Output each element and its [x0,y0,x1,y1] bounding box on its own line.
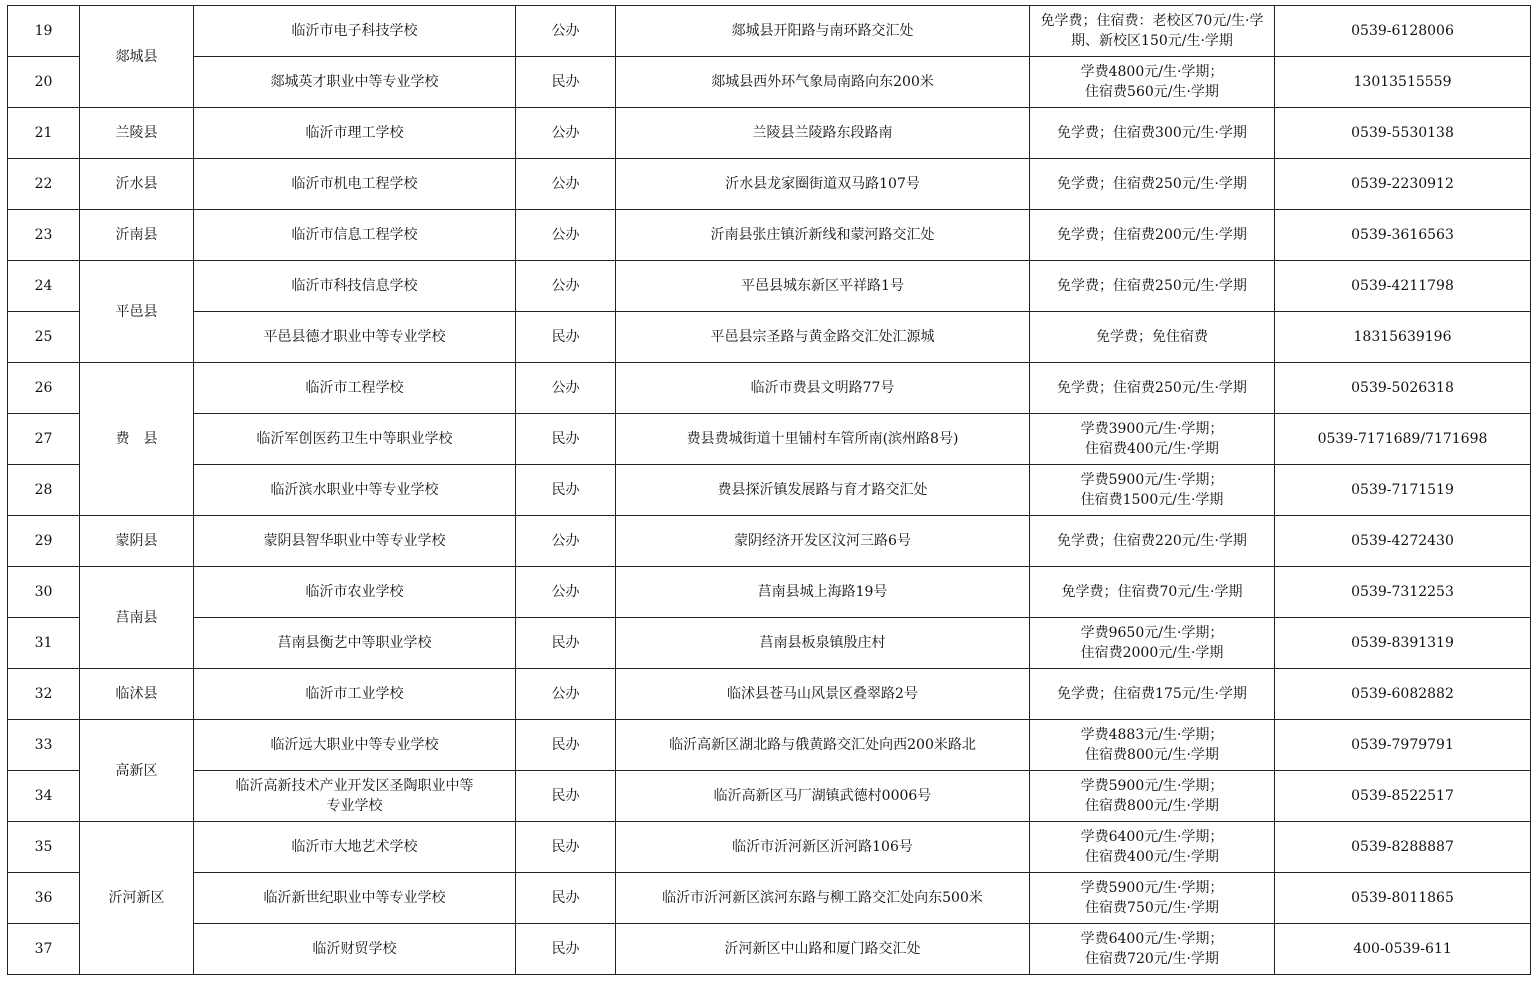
school-name-line: 蒙阴县智华职业中等专业学校 [263,533,446,549]
phone-cell: 400-0539-611 [1275,924,1531,975]
address-cell: 临沭县苍马山风景区叠翠路2号 [616,669,1030,720]
row-number-cell: 25 [8,312,80,363]
school-type-cell: 公办 [516,669,616,720]
county-cell: 蒙阴县 [80,516,194,567]
school-type-cell: 民办 [516,465,616,516]
county-cell: 兰陵县 [80,108,194,159]
fee-cell [1030,210,1275,261]
table-row [8,465,1531,516]
school-name-cell [194,363,516,414]
row-number-cell: 20 [8,57,80,108]
fee-cell [1030,567,1275,618]
row-number-cell: 30 [8,567,80,618]
phone-cell: 0539-8011865 [1275,873,1531,924]
school-name-line: 临沂市大地艺术学校 [291,839,418,855]
row-number-cell: 23 [8,210,80,261]
school-name-line: 临沂财贸学校 [312,941,397,957]
fee-line: 住宿费720元/生·学期 [1085,951,1219,967]
school-name-line: 专业学校 [326,798,383,814]
table-row [8,6,1531,57]
table-row [8,567,1531,618]
fee-line: 住宿费1500元/生·学期 [1080,492,1224,508]
school-name-cell [194,669,516,720]
phone-cell: 13013515559 [1275,57,1531,108]
phone-cell: 0539-8288887 [1275,822,1531,873]
fee-cell [1030,924,1275,975]
county-cell: 莒南县 [80,567,194,669]
school-name-line: 临沂市电子科技学校 [291,23,418,39]
fee-cell [1030,771,1275,822]
fee-line: 住宿费800元/生·学期 [1085,798,1219,814]
table-row [8,771,1531,822]
school-name-cell [194,159,516,210]
table-row [8,669,1531,720]
fee-cell [1030,312,1275,363]
school-name-line: 临沂高新技术产业开发区圣陶职业中等 [235,778,474,794]
fee-line: 学费6400元/生·学期； [1080,931,1224,947]
address-cell: 临沂高新区湖北路与俄黄路交汇处向西200米路北 [616,720,1030,771]
table-row [8,57,1531,108]
fee-line: 学费9650元/生·学期； [1080,625,1224,641]
table-row [8,924,1531,975]
fee-cell [1030,465,1275,516]
school-name-cell [194,6,516,57]
school-name-cell [194,618,516,669]
address-cell: 费县费城街道十里铺村车管所南(滨州路8号) [616,414,1030,465]
table-row [8,108,1531,159]
fee-line: 住宿费800元/生·学期 [1085,747,1219,763]
phone-cell: 0539-5026318 [1275,363,1531,414]
address-cell: 蒙阴经济开发区汶河三路6号 [616,516,1030,567]
table-row [8,873,1531,924]
row-number-cell: 22 [8,159,80,210]
school-name-line: 临沂市工业学校 [305,686,404,702]
county-cell: 沂河新区 [80,822,194,975]
fee-line: 免学费；住宿费：老校区70元/生·学 [1040,13,1264,29]
phone-cell: 18315639196 [1275,312,1531,363]
row-number-cell: 37 [8,924,80,975]
fee-line: 学费6400元/生·学期； [1080,829,1224,845]
school-type-cell: 公办 [516,210,616,261]
fee-cell [1030,6,1275,57]
fee-line: 免学费；免住宿费 [1096,329,1208,345]
row-number-cell: 34 [8,771,80,822]
table-row [8,261,1531,312]
row-number-cell: 33 [8,720,80,771]
address-cell: 沂南县张庄镇沂新线和蒙河路交汇处 [616,210,1030,261]
phone-cell: 0539-2230912 [1275,159,1531,210]
table-row [8,414,1531,465]
school-type-cell: 公办 [516,363,616,414]
phone-cell: 0539-7979791 [1275,720,1531,771]
row-number-cell: 21 [8,108,80,159]
school-name-line: 临沂市机电工程学校 [291,176,418,192]
fee-line: 免学费；住宿费220元/生·学期 [1057,533,1247,549]
school-name-cell [194,312,516,363]
school-type-cell: 民办 [516,873,616,924]
school-name-cell [194,261,516,312]
fee-line: 学费5900元/生·学期； [1080,472,1224,488]
school-name-line: 临沂滨水职业中等专业学校 [270,482,439,498]
school-type-cell: 民办 [516,57,616,108]
school-name-line: 郯城英才职业中等专业学校 [270,74,439,90]
row-number-cell: 36 [8,873,80,924]
county-cell: 郯城县 [80,6,194,108]
school-name-cell [194,210,516,261]
row-number-cell: 28 [8,465,80,516]
school-table [7,5,1531,975]
school-name-cell [194,516,516,567]
phone-cell: 0539-7171519 [1275,465,1531,516]
county-cell: 沂水县 [80,159,194,210]
phone-cell: 0539-8522517 [1275,771,1531,822]
fee-line: 免学费；住宿费200元/生·学期 [1057,227,1247,243]
fee-line: 免学费；住宿费175元/生·学期 [1057,686,1247,702]
phone-cell: 0539-3616563 [1275,210,1531,261]
phone-cell: 0539-7312253 [1275,567,1531,618]
school-type-cell: 民办 [516,924,616,975]
fee-line: 住宿费400元/生·学期 [1085,441,1219,457]
fee-cell [1030,516,1275,567]
school-name-line: 临沂新世纪职业中等专业学校 [263,890,446,906]
school-type-cell: 民办 [516,618,616,669]
row-number-cell: 32 [8,669,80,720]
school-name-cell [194,822,516,873]
fee-cell [1030,873,1275,924]
school-name-line: 临沂市科技信息学校 [291,278,418,294]
fee-line: 免学费；住宿费70元/生·学期 [1061,584,1243,600]
fee-cell [1030,159,1275,210]
fee-line: 免学费；住宿费250元/生·学期 [1057,176,1247,192]
fee-cell [1030,414,1275,465]
phone-cell: 0539-8391319 [1275,618,1531,669]
address-cell: 平邑县城东新区平祥路1号 [616,261,1030,312]
school-name-cell [194,924,516,975]
fee-cell [1030,57,1275,108]
phone-cell: 0539-7171689/7171698 [1275,414,1531,465]
school-name-line: 临沂军创医药卫生中等职业学校 [256,431,453,447]
address-cell: 郯城县西外环气象局南路向东200米 [616,57,1030,108]
address-cell: 临沂市沂河新区沂河路106号 [616,822,1030,873]
school-name-line: 临沂市工程学校 [305,380,404,396]
phone-cell: 0539-4272430 [1275,516,1531,567]
table-row [8,618,1531,669]
fee-line: 期、新校区150元/生·学期 [1071,33,1233,49]
fee-cell [1030,669,1275,720]
row-number-cell: 19 [8,6,80,57]
fee-line: 学费4883元/生·学期； [1080,727,1224,743]
row-number-cell: 24 [8,261,80,312]
county-cell: 高新区 [80,720,194,822]
fee-line: 住宿费750元/生·学期 [1085,900,1219,916]
school-name-line: 临沂远大职业中等专业学校 [270,737,439,753]
school-type-cell: 民办 [516,312,616,363]
school-name-cell [194,108,516,159]
phone-cell: 0539-4211798 [1275,261,1531,312]
county-cell: 平邑县 [80,261,194,363]
school-type-cell: 公办 [516,516,616,567]
fee-cell [1030,618,1275,669]
school-type-cell: 民办 [516,822,616,873]
fee-line: 免学费；住宿费250元/生·学期 [1057,380,1247,396]
school-name-cell [194,57,516,108]
table-row [8,822,1531,873]
school-name-cell [194,465,516,516]
row-number-cell: 35 [8,822,80,873]
fee-cell [1030,720,1275,771]
address-cell: 莒南县城上海路19号 [616,567,1030,618]
address-cell: 沂水县龙家圈街道双马路107号 [616,159,1030,210]
row-number-cell: 27 [8,414,80,465]
school-name-line: 临沂市农业学校 [305,584,404,600]
fee-line: 学费5900元/生·学期； [1080,880,1224,896]
table-row [8,210,1531,261]
school-type-cell: 公办 [516,6,616,57]
address-cell: 临沂高新区马厂湖镇武德村0006号 [616,771,1030,822]
table-row [8,363,1531,414]
address-cell: 郯城县开阳路与南环路交汇处 [616,6,1030,57]
address-cell: 临沂市费县文明路77号 [616,363,1030,414]
phone-cell: 0539-6128006 [1275,6,1531,57]
school-name-cell [194,771,516,822]
fee-cell [1030,261,1275,312]
phone-cell: 0539-6082882 [1275,669,1531,720]
address-cell: 平邑县宗圣路与黄金路交汇处汇源城 [616,312,1030,363]
fee-line: 免学费；住宿费300元/生·学期 [1057,125,1247,141]
school-name-cell [194,414,516,465]
school-type-cell: 公办 [516,261,616,312]
table-row [8,159,1531,210]
school-type-cell: 公办 [516,159,616,210]
fee-line: 住宿费560元/生·学期 [1085,84,1219,100]
fee-line: 免学费；住宿费250元/生·学期 [1057,278,1247,294]
school-type-cell: 公办 [516,567,616,618]
school-name-cell [194,567,516,618]
address-cell: 兰陵县兰陵路东段路南 [616,108,1030,159]
fee-cell [1030,108,1275,159]
fee-line: 学费4800元/生·学期； [1080,64,1224,80]
row-number-cell: 31 [8,618,80,669]
phone-cell: 0539-5530138 [1275,108,1531,159]
row-number-cell: 26 [8,363,80,414]
address-cell: 沂河新区中山路和厦门路交汇处 [616,924,1030,975]
school-name-line: 临沂市信息工程学校 [291,227,418,243]
school-type-cell: 民办 [516,414,616,465]
table-row [8,516,1531,567]
school-name-cell [194,720,516,771]
fee-line: 住宿费400元/生·学期 [1085,849,1219,865]
school-name-line: 临沂市理工学校 [305,125,404,141]
table-row [8,312,1531,363]
school-type-cell: 民办 [516,720,616,771]
table-row [8,720,1531,771]
school-name-line: 平邑县德才职业中等专业学校 [263,329,446,345]
fee-cell [1030,822,1275,873]
fee-line: 学费5900元/生·学期； [1080,778,1224,794]
school-name-cell [194,873,516,924]
address-cell: 费县探沂镇发展路与育才路交汇处 [616,465,1030,516]
table-body [8,6,1531,975]
address-cell: 莒南县板泉镇殷庄村 [616,618,1030,669]
school-name-line: 莒南县衡艺中等职业学校 [277,635,432,651]
address-cell: 临沂市沂河新区滨河东路与柳工路交汇处向东500米 [616,873,1030,924]
county-cell: 费 县 [80,363,194,516]
fee-cell [1030,363,1275,414]
row-number-cell: 29 [8,516,80,567]
fee-line: 住宿费2000元/生·学期 [1080,645,1224,661]
county-cell: 临沭县 [80,669,194,720]
school-type-cell: 公办 [516,108,616,159]
fee-line: 学费3900元/生·学期； [1080,421,1224,437]
county-cell: 沂南县 [80,210,194,261]
school-type-cell: 民办 [516,771,616,822]
